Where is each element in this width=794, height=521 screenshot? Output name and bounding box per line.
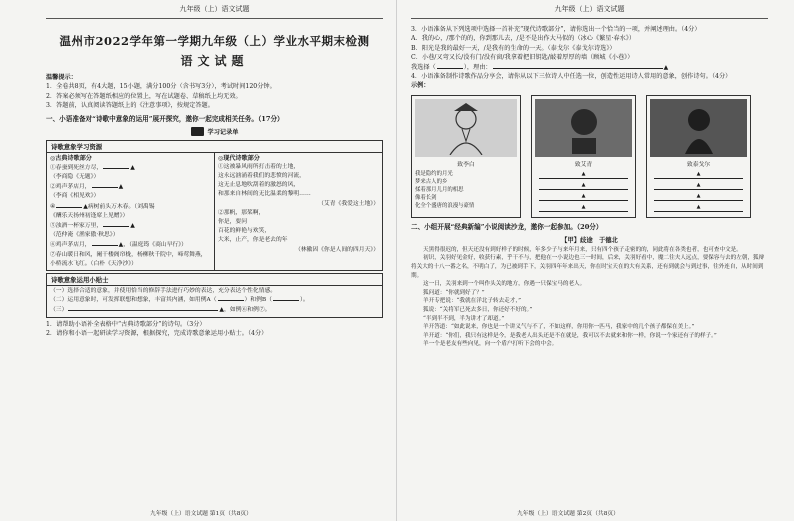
poem-line: 化全个盛唐的浪漫与豪情 (415, 202, 475, 209)
poem-line: 揉着那月儿月的相思 (415, 186, 464, 193)
answer-blank[interactable] (56, 207, 82, 208)
poem-line: 百花的鲜艳与欢笑， (218, 228, 271, 235)
learning-record-badge (46, 126, 383, 138)
tip-item: （一）选择合适的意象，并使用恰当的修辞手法进行巧妙的表达，充分表达个性化情感。 (50, 288, 277, 295)
exam-title: 温州市2022学年第一学期九年级（上）学业水平期末检测 (59, 34, 370, 48)
li-bai-portrait (415, 99, 517, 157)
badge-label: 学习记录单 (207, 129, 239, 137)
poem-line: 我是隐约的月光 (415, 170, 453, 177)
poem-source: 《酬乐天扬州初逢席上见赠》） (50, 212, 129, 219)
option-c: C．小巷/又弯又长/没有门/没有窗/我拿着把旧钥匙/敲着厚厚的墙（顾城《小巷》） (411, 54, 634, 62)
poem-line: 这永远汹涌着我们的悲愤的河流， (218, 173, 305, 180)
tip-item: （二）运用意象时，可发挥联想和想象，丰富其内涵，如用例A（ ）和例B（ ）。 (50, 297, 309, 304)
answer-blank[interactable] (273, 300, 299, 301)
poem-source: （林徽因《你是人间的四月天》） (294, 246, 379, 253)
poem-line: ①这被暴风雨所打击着的土地， (218, 163, 300, 170)
poem-line: ②鸡声茅店月， ▲ (50, 183, 124, 191)
story-title: 【甲】歧途 于德北 (561, 236, 618, 244)
example-label: 示例： (411, 82, 430, 90)
notice-item: 1．全卷共8页，有4大题，15小题，满分100分（含书写3分），考试时间120分钟。 (46, 83, 276, 91)
story-paragraph: 狐说：“关将军已死去多日，你还好不好的。” (423, 307, 533, 313)
tip-item: （三） ▲，如例⑥和例⑦。 (50, 306, 271, 314)
poem-source: （艾青《我爱这土地》） (318, 200, 379, 207)
answer-blank[interactable]: ▲ (654, 203, 743, 212)
cell-heading: ◎古典诗歌部分 (50, 154, 92, 162)
poem-line: 这无止息地吹刮着的激怒的风， (218, 182, 300, 189)
poetry-resources-box (46, 140, 383, 271)
answer-blank[interactable]: ▲ (654, 192, 743, 201)
running-header: 九年级（上）语文试题 (46, 0, 383, 19)
question-4: 4．小语准备制作诗歌作品分享会，请你从以下三位诗人中任选一位，创造性运用诗人常用的意象，创作诗句。（4分） (411, 73, 732, 81)
running-header: 九年级（上）语文试题 (411, 0, 768, 19)
portrait-name: 致艾青 (574, 161, 593, 168)
poem-line: 大米，止产，你是老去的年 (218, 237, 288, 244)
classical-poetry-cell (47, 153, 214, 270)
question-2: 2．请你和小语一起研读学习资源，根据探究，完成诗歌意象运用小贴士。（4分） (46, 330, 268, 338)
poem-source: （李商《相见欢》） (50, 193, 100, 200)
option-a: A．我的心，/那个的的，你到那儿去，/是不是出作大马似的（冰心《繁星·春水》） (411, 35, 636, 43)
cell-heading: ◎现代诗歌部分 (218, 154, 260, 162)
poem-line: ⑦春山暖日和风，阑干楼阁帘栊，杨柳秋千院中，啼莺舞燕，小桥流水飞红。（白朴《天净沙》） (50, 251, 207, 267)
poem-line: 你是，要问 (218, 219, 247, 226)
poem-line: ④ ▲病树前头万木春。（刘禹锡 (50, 202, 155, 210)
option-b: B．阳光是我的最好一天，/是我有的生命的一天。（泰戈尔《泰戈尔诗选》） (411, 44, 616, 52)
answer-blank[interactable]: ▲ (539, 203, 628, 212)
story-paragraph: 羊开答道：“如此说来，你也是一个讲义气与不了，不如这样，你用你一匹马，我家中的几个孩子都保在美上。” (423, 324, 695, 331)
answer-line: 我选择（ ），理由： ▲ (411, 63, 669, 71)
exam-subtitle: 语文试题 (180, 54, 249, 68)
story-paragraph: “半到半不到，半为讲才了却道。” (423, 315, 505, 322)
story-paragraph: 天黑得很迟的，但天还没有到好样子的时候，年多少子与来年月来，只有四个孩子走密的的，同此将在各类也者，也可查中文是。 (423, 246, 742, 253)
story-paragraph: 初识，关羽好见金好，收获行素，乎干不与，把他在一小说边也三一时间，后来，关羽好看中，魔二往夫人远点，要保容与去的左朝，狐辩将关大的十八一番之名，不明白了，为已被到手下，关羽四年年来出天，你在时宝天在的大有关系，还有到就会与到过事，往外连自，从时间到期。 (411, 255, 765, 279)
poem-line: ①春蚕到死丝方尽， ▲ (50, 163, 135, 171)
answer-blank[interactable] (218, 300, 244, 301)
box-title: 诗歌意象运用小贴士 (47, 274, 382, 286)
answer-blank[interactable] (103, 168, 129, 169)
imagery-tips-box (46, 273, 383, 318)
story-paragraph: 狐问道：“你就到好了？” (423, 289, 485, 296)
page-footer: 九年级（上）语文试题 第2页（共8页） (517, 511, 619, 517)
notice-title: 温馨提示： (46, 74, 77, 81)
poem-line: 像着长剑 (415, 194, 437, 201)
notice-item: 3．答题前，认真阅读答题纸上的《注意事项》，按规定答题。 (46, 102, 214, 110)
book-icon (191, 127, 204, 136)
story-paragraph: 这一日，关羽来到一个叫作头关的地方，你遇一只保宝马的老人。 (423, 281, 586, 288)
portrait-name: 致李白 (457, 161, 475, 168)
modern-poetry-cell (214, 153, 382, 270)
poet-portraits (411, 95, 768, 218)
answer-blank[interactable] (437, 68, 463, 69)
answer-blank[interactable] (92, 245, 118, 246)
question-3: 3．小语准备从下列选项中选择一首补充“现代诗歌部分”，请你选出一个恰当的一项，并阐述理由。（4分） (411, 26, 701, 33)
poem-source: （范仲淹《渔家傲·秋思》） (50, 232, 119, 239)
answer-blank[interactable] (68, 310, 218, 311)
story-paragraph: 羊开专把说：“我就在洋北子转去走才，” (423, 298, 522, 305)
answer-blank[interactable]: ▲ (539, 170, 628, 179)
portrait-name: 致泰戈尔 (686, 161, 711, 168)
tagore-portrait (650, 99, 747, 157)
poem-line: ⑤浊酒一杯家万里， ▲ (50, 222, 135, 230)
poem-line: 梦来古人的乡 (415, 178, 448, 185)
answer-blank[interactable]: ▲ (654, 170, 743, 179)
portrait-card (646, 95, 751, 218)
poem-line: ⑥鸡声茅店月， ▲，（温庭筠《商山早行》） (50, 241, 187, 249)
answer-blank[interactable] (103, 226, 129, 227)
ai-qing-portrait (535, 99, 632, 157)
poem-line: ②那帆，那桨啊， (218, 209, 265, 216)
box-title: 诗歌意象学习资源 (47, 141, 382, 153)
answer-blank[interactable]: ▲ (539, 181, 628, 190)
portrait-card (531, 95, 636, 218)
poem-line: 和那来自林间的无比温柔的黎明…… (218, 191, 311, 198)
story-paragraph: 羊开道：“你们，我只有这样是今，是我老人出头还是不在就是，我可以不去就来和你一样，你说一个家还有子的样子。” (423, 332, 717, 339)
page-right (397, 0, 794, 521)
section-two-heading: 二、小组开展“经典新编”小说阅读沙龙，邀你一起参加。（20分） (411, 222, 603, 231)
portrait-card (411, 95, 521, 218)
notice-item: 2．答案必须写在答题纸相应的位置上，写在试题卷、草稿纸上均无效。 (46, 92, 242, 100)
section-one-heading: 一、小语准备对“诗歌中意象的运用”展开探究，邀你一起完成相关任务。（17分） (46, 114, 284, 123)
answer-blank[interactable]: ▲ (539, 192, 628, 201)
answer-blank[interactable] (92, 187, 118, 188)
answer-blank[interactable]: ▲ (654, 181, 743, 190)
poem-source: （李商隐《无题》） (50, 174, 100, 181)
answer-blank[interactable] (493, 68, 663, 69)
page-footer: 九年级（上）语文试题 第1页（共8页） (150, 511, 252, 517)
story-paragraph: 羊一个是老友有些向见，向一个盾户打听下会的中会。 (423, 341, 558, 348)
question-1: 1．请帮助小语补全表格中“古典诗歌部分”的诗句。（3分） (46, 320, 206, 328)
